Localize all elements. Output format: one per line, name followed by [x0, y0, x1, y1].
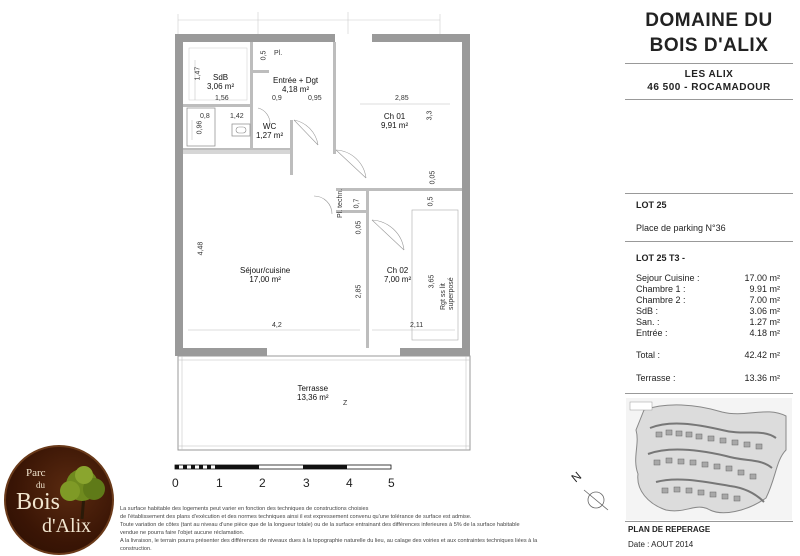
lot-title: LOT 25: [636, 200, 667, 210]
dim-label: 2,85: [395, 95, 409, 102]
divider: [625, 393, 793, 394]
disclaimer-line: La surface habitable des logements peut varier en fonction des techniques de constructions choisies: [120, 506, 369, 512]
room-name: Séjour/cuisine: [240, 266, 291, 275]
room-name: Ch 02: [386, 266, 409, 275]
lot-type: LOT 25 T3 -: [636, 253, 686, 263]
dim-label: Z: [343, 400, 348, 407]
room-name: Terrasse: [297, 384, 329, 393]
divider: [625, 63, 793, 64]
room-name: Entrée + Dgt: [273, 76, 319, 85]
dim-label: 2,11: [410, 322, 424, 329]
dim-label: 0,5: [427, 196, 435, 207]
room-name: SdB: [213, 73, 229, 82]
terrasse-label: Terrasse :: [636, 373, 676, 383]
room-area: 4,18 m²: [282, 85, 310, 94]
project-title-line1: DOMAINE DU: [645, 10, 773, 31]
surface-row: [636, 273, 780, 283]
surface-value: 17.00 m²: [744, 273, 780, 283]
disclaimer-line: construction.: [120, 546, 152, 552]
disclaimer-line: A la livraison, le terrain pourra présenter des différences de niveaux dues à la topographie naturelle du lieu, au calage des voiries et aux contraintes techniques liées à la: [120, 538, 538, 544]
surface-value: 4.18 m²: [749, 328, 780, 338]
dim-label: 0,96: [196, 120, 204, 135]
room-area: 1,27 m²: [256, 131, 284, 140]
dim-label: 2,85: [355, 284, 363, 299]
project-title-line2: BOIS D'ALIX: [649, 35, 769, 56]
label-rgt: Rgt ss lit superposé: [440, 277, 455, 310]
parking-text: Place de parking N°36: [636, 223, 726, 233]
map-date: Date : AOUT 2014: [628, 540, 694, 549]
room-entree: [273, 76, 318, 94]
address-line1: LES ALIX: [684, 69, 734, 80]
scale-label: 3: [303, 476, 310, 490]
dim-label: 4,2: [272, 322, 282, 329]
dim-label: 0,05: [355, 220, 363, 235]
room-ch02: [384, 266, 411, 284]
surface-value: 7.00 m²: [749, 295, 780, 305]
room-area: 17,00 m²: [249, 275, 281, 284]
logo-text: d'Alix: [42, 515, 92, 537]
room-sdb: [207, 73, 234, 91]
address-line2: 46 500 - ROCAMADOUR: [647, 82, 771, 93]
surface-row: [636, 328, 780, 338]
room-name: Ch 01: [383, 112, 406, 121]
scale-label: 5: [388, 476, 395, 490]
room-area: 7,00 m²: [384, 275, 412, 284]
dim-label: 0,05: [429, 170, 437, 185]
surface-label: SdB :: [636, 306, 659, 316]
room-wc: [256, 122, 283, 140]
logo-text: du: [36, 480, 45, 490]
disclaimer-line: vendue ne pourra faire l'objet aucune réclamation.: [120, 530, 245, 536]
room-area: 9,91 m²: [381, 121, 409, 130]
surface-row: [636, 306, 780, 316]
scale-label: 0: [172, 476, 179, 490]
north-label: N: [568, 468, 585, 486]
room-area: 3,06 m²: [207, 82, 235, 91]
scale-label: 2: [259, 476, 266, 490]
label-pl-techn: Pl. techn.: [337, 188, 344, 218]
dim-label: 0,8: [200, 113, 210, 120]
surface-row: [636, 317, 780, 327]
dim-label: 1,47: [194, 66, 202, 81]
divider: [625, 193, 793, 194]
surface-value: 9.91 m²: [749, 284, 780, 294]
tree-icon: [56, 465, 108, 521]
surface-label: Chambre 2 :: [636, 295, 686, 305]
terrasse-value: 13.36 m²: [744, 373, 780, 383]
logo-text: Bois: [16, 489, 61, 515]
dim-label: 3,65: [428, 274, 436, 289]
surface-label: Chambre 1 :: [636, 284, 686, 294]
disclaimer: [120, 505, 600, 553]
logo-text: Parc: [26, 467, 46, 479]
divider: [625, 99, 793, 100]
dim-label: 0,5: [260, 50, 268, 61]
dim-label: 1,56: [215, 95, 229, 102]
surface-label: Sejour Cuisine :: [636, 273, 700, 283]
room-area: 13,36 m²: [297, 393, 329, 402]
surface-value: 3.06 m²: [749, 306, 780, 316]
map-title: PLAN DE REPERAGE: [628, 525, 711, 534]
dim-label: 0,9: [272, 95, 282, 102]
divider: [625, 241, 793, 242]
surface-row: [636, 295, 780, 305]
scale-label: 4: [346, 476, 353, 490]
parc-du-bois-dalix-logo: [4, 445, 114, 555]
divider: [625, 521, 793, 522]
dim-label: 4,48: [197, 241, 205, 256]
scale-label: 1: [216, 476, 223, 490]
surface-row: [636, 284, 780, 294]
surface-label: San. :: [636, 317, 660, 327]
room-terrasse: [297, 384, 329, 402]
site-map-image: [626, 398, 792, 520]
room-sejour: [240, 266, 290, 284]
dim-label: 0,95: [308, 95, 322, 102]
dim-label: 0,7: [353, 198, 361, 209]
label-pl: Pl.: [274, 50, 283, 57]
terrasse-row: [636, 373, 780, 383]
dim-label: 1,42: [230, 113, 244, 120]
total-row: [636, 350, 780, 360]
disclaimer-line: Toute variation de côtes (tant au niveau d'une pièce que de la longueur totale) ou de la surface entrainant des différences inferieures à 5% de la surface habitable: [120, 522, 520, 528]
dim-label: 3,3: [426, 110, 434, 121]
total-label: Total :: [636, 350, 661, 360]
disclaimer-line: de l'établissement des plans d'exécution et des normes techniques ainsi il est expressement convenu qu'une tolérance de surface est admise.: [120, 514, 472, 520]
scale-bar: [170, 462, 400, 474]
room-name: WC: [262, 122, 277, 131]
room-ch01: [381, 112, 408, 130]
surface-label: Entrée :: [636, 328, 668, 338]
total-value: 42.42 m²: [744, 350, 780, 360]
surface-value: 1.27 m²: [749, 317, 780, 327]
